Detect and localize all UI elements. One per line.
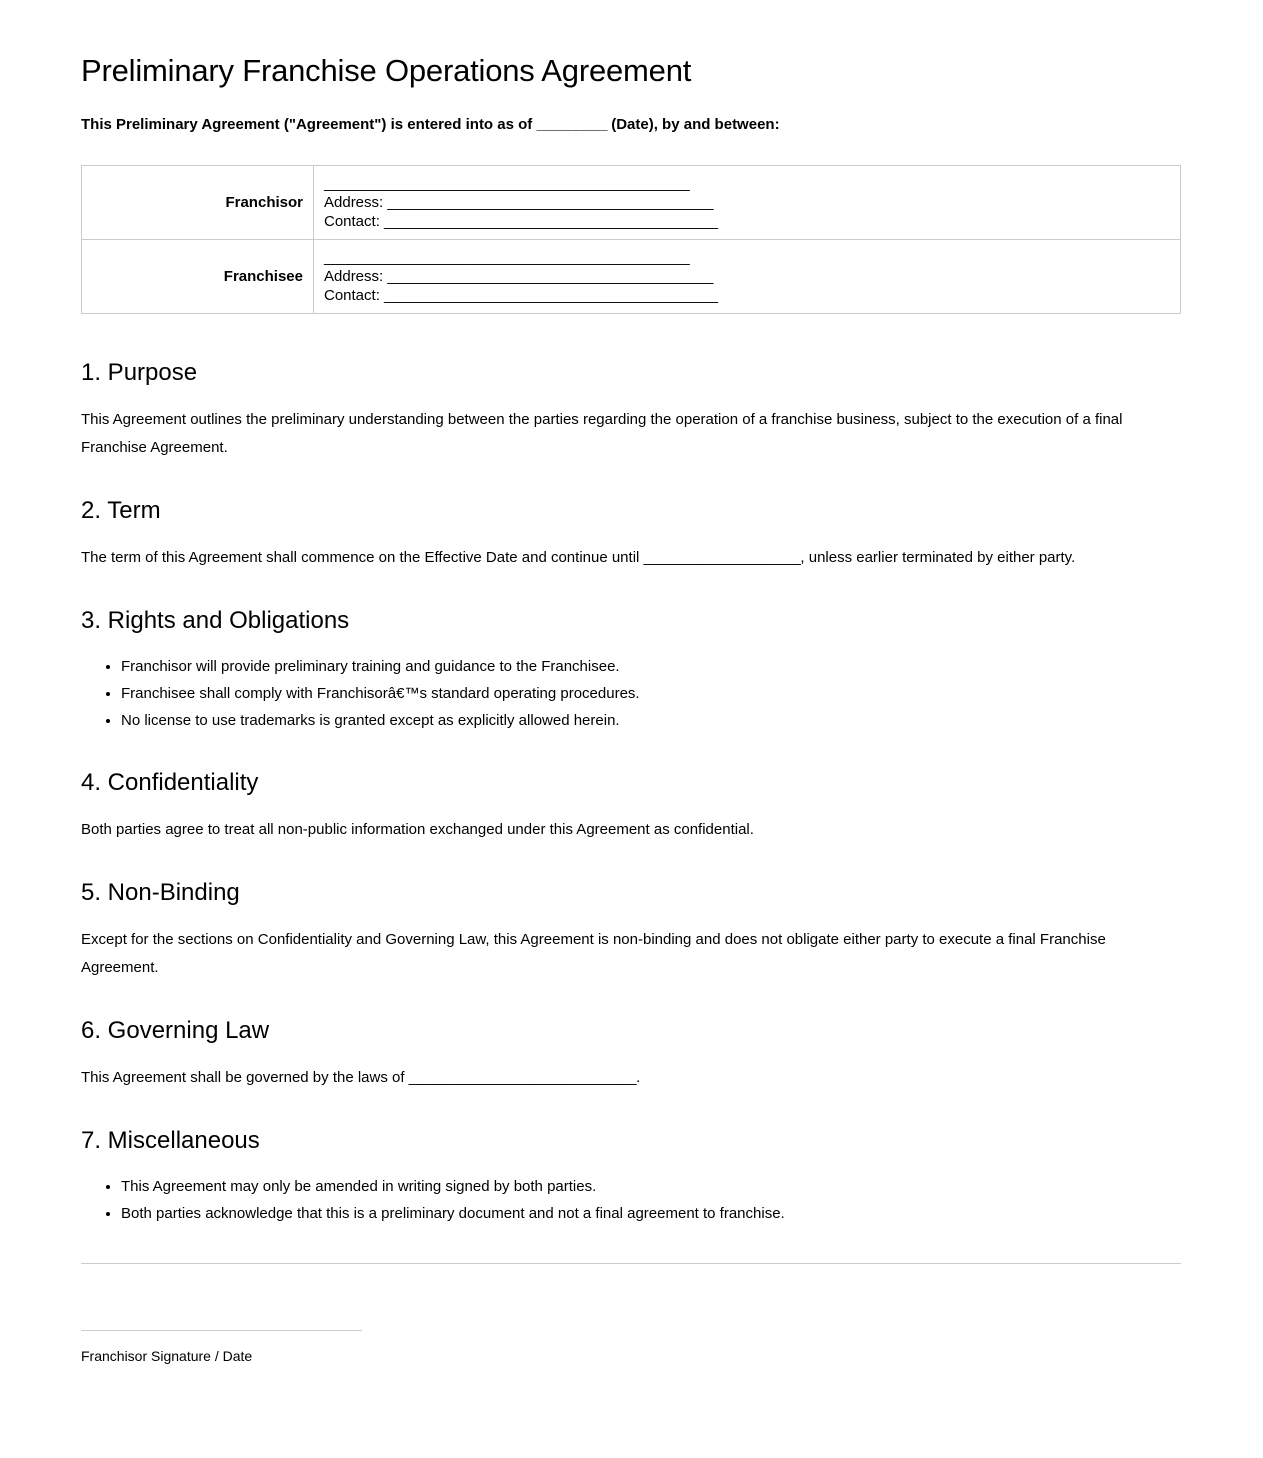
section-divider <box>81 1263 1181 1264</box>
franchisor-contact-blank: __________________________________________ <box>384 212 718 230</box>
franchisor-contact-label: Contact: <box>324 212 380 230</box>
party-fields-franchisee <box>314 239 1181 313</box>
governing-law-text-before: This Agreement shall be governed by the laws of <box>81 1068 409 1086</box>
section-purpose <box>81 358 1182 462</box>
term-blank: ____________________ <box>643 548 801 566</box>
governing-law-blank: _____________________________ <box>408 1068 637 1086</box>
list-item: • Franchisor will provide preliminary training and guidance to the Franchisee. <box>121 654 1182 680</box>
rights-bullet-list <box>81 654 1182 734</box>
miscellaneous-bullet-list <box>81 1174 1182 1227</box>
section-non-binding <box>81 878 1182 982</box>
section-confidentiality <box>81 768 1182 844</box>
section-paragraph-governing-law <box>81 1064 1181 1092</box>
franchisor-name-blank: ______________________________________________ <box>324 174 690 192</box>
section-heading-non-binding: 5. Non-Binding <box>81 878 240 906</box>
page-title: Preliminary Franchise Operations Agreement <box>81 53 692 88</box>
section-paragraph-term <box>81 544 1181 572</box>
section-heading-purpose: 1. Purpose <box>81 358 198 386</box>
section-paragraph-non-binding: Except for the sections on Confidentiality and Governing Law, this Agreement is non-binding and does not obligate either party to execute a final Franchise Agreement. <box>81 930 1106 976</box>
signature-line <box>81 1330 362 1331</box>
franchisee-contact-blank: __________________________________________ <box>384 286 718 304</box>
list-item: • This Agreement may only be amended in writing signed by both parties. <box>121 1174 1182 1200</box>
section-governing-law <box>81 1016 1182 1092</box>
section-heading-confidentiality: 4. Confidentiality <box>81 768 259 796</box>
franchisor-name-field <box>324 174 1170 193</box>
franchisee-address-field <box>324 267 1170 286</box>
intro-date-blank: _________ <box>536 115 608 133</box>
section-term <box>81 496 1182 572</box>
intro-text-after: (Date), by and between: <box>607 115 780 133</box>
governing-law-text-after: . <box>636 1068 641 1086</box>
section-miscellaneous <box>81 1126 1182 1227</box>
franchisee-name-field <box>324 248 1170 267</box>
section-heading-miscellaneous: 7. Miscellaneous <box>81 1126 260 1154</box>
term-text-before: The term of this Agreement shall commence on the Effective Date and continue until <box>81 548 644 566</box>
parties-table <box>81 165 1181 314</box>
party-label-franchisor: Franchisor <box>82 165 314 239</box>
section-rights-and-obligations <box>81 606 1182 734</box>
franchisor-address-blank: _________________________________________ <box>387 193 714 211</box>
franchisee-contact-field <box>324 286 1170 305</box>
franchisor-address-field <box>324 193 1170 212</box>
franchisee-name-blank: ______________________________________________ <box>324 248 690 266</box>
section-heading-term: 2. Term <box>81 496 161 524</box>
section-heading-governing-law: 6. Governing Law <box>81 1016 270 1044</box>
term-text-after: , unless earlier terminated by either party. <box>800 548 1076 566</box>
list-item: • Franchisee shall comply with Franchisorâ€™s standard operating procedures. <box>121 681 1182 707</box>
table-row <box>82 165 1181 239</box>
signature-caption: Franchisor Signature / Date <box>81 1347 253 1364</box>
party-fields-franchisor <box>314 165 1181 239</box>
section-heading-rights-and-obligations: 3. Rights and Obligations <box>81 606 350 634</box>
agreement-intro-line <box>81 113 1182 137</box>
franchisor-address-label: Address: <box>324 193 384 211</box>
franchisor-contact-field <box>324 212 1170 231</box>
franchisee-address-label: Address: <box>324 267 384 285</box>
franchisee-address-blank: _________________________________________ <box>387 267 714 285</box>
party-label-franchisee: Franchisee <box>82 239 314 313</box>
section-paragraph-confidentiality: Both parties agree to treat all non-public information exchanged under this Agreement as confidential. <box>81 820 754 838</box>
table-row <box>82 239 1181 313</box>
franchisee-contact-label: Contact: <box>324 286 380 304</box>
signature-block <box>81 1330 1182 1367</box>
section-paragraph-purpose: This Agreement outlines the preliminary understanding between the parties regarding the operation of a franchise business, subject to the execution of a final Franchise Agreement. <box>81 410 1123 456</box>
list-item: • No license to use trademarks is granted except as explicitly allowed herein. <box>121 708 1182 734</box>
intro-text-before: This Preliminary Agreement ("Agreement") is entered into as of <box>81 115 537 133</box>
list-item: • Both parties acknowledge that this is a preliminary document and not a final agreement to franchise. <box>121 1201 1182 1227</box>
